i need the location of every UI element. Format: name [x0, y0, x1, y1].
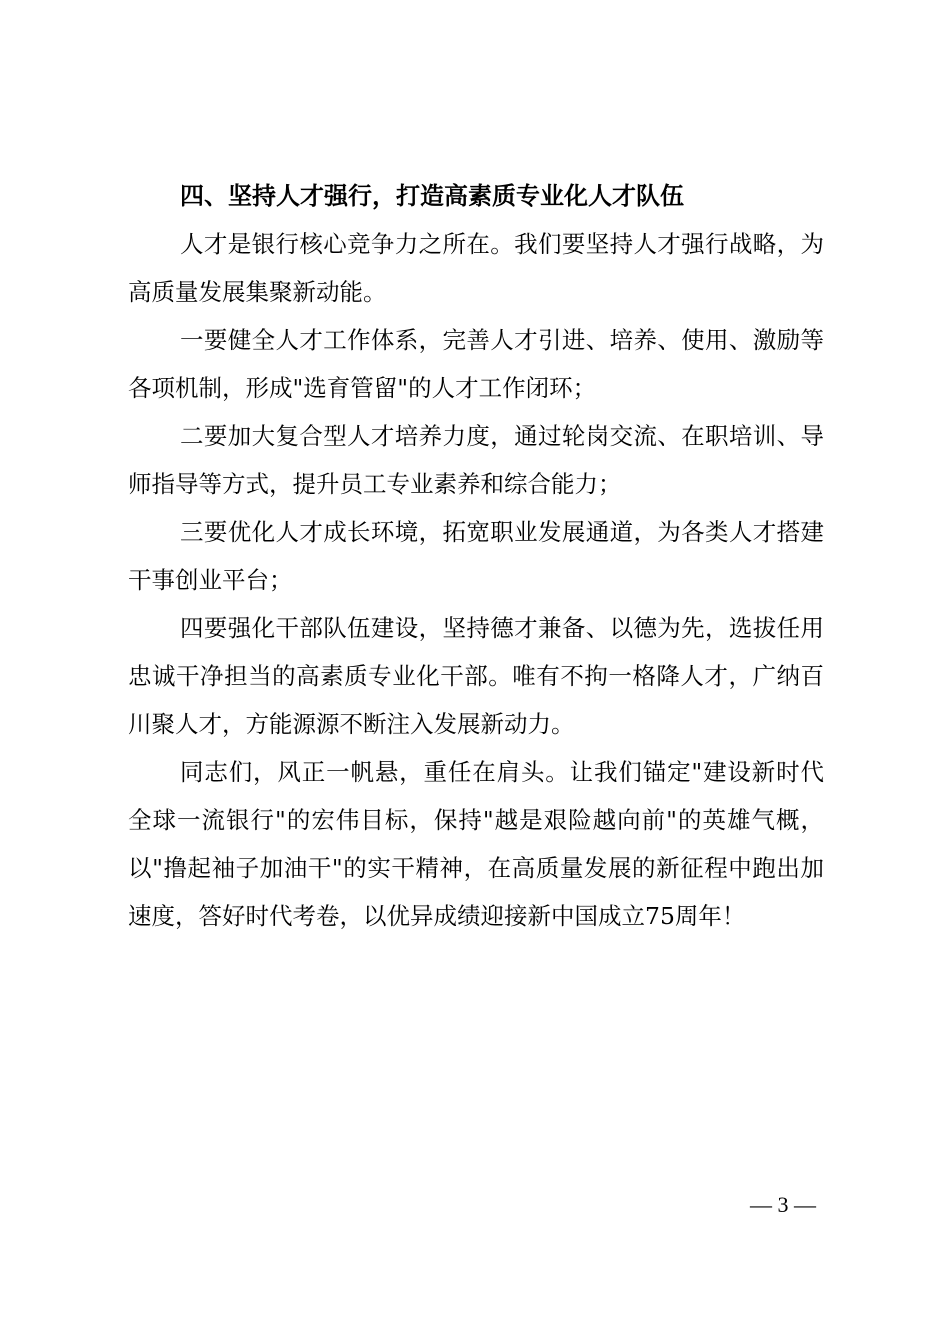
- page-number: — 3 —: [750, 1192, 816, 1217]
- document-body: [128, 172, 824, 940]
- paragraph-point-1: 一要健全人才工作体系，完善人才引进、培养、使用、激励等各项机制，形成"选育管留"的人才工作闭环；: [128, 326, 824, 402]
- paragraph-intro: 人才是银行核心竞争力之所在。我们要坚持人才强行战略，为高质量发展集聚新动能。: [128, 230, 824, 306]
- section-heading: 四、坚持人才强行，打造高素质专业化人才队伍: [180, 182, 684, 210]
- paragraph-closing: 同志们，风正一帆悬，重任在肩头。让我们锚定"建设新时代全球一流银行"的宏伟目标，保持"越是艰险越向前"的英雄气概，以"撸起袖子加油干"的实干精神，在高质量发展的新征程中跑出加速度，答好时代考卷，以优异成绩迎接新中国成立75周年！: [128, 758, 824, 930]
- paragraph-point-2: 二要加大复合型人才培养力度，通过轮岗交流、在职培训、导师指导等方式，提升员工专业素养和综合能力；: [128, 422, 824, 498]
- paragraph-point-3: 三要优化人才成长环境，拓宽职业发展通道，为各类人才搭建干事创业平台；: [128, 518, 824, 594]
- paragraph-point-4: 四要强化干部队伍建设，坚持德才兼备、以德为先，选拔任用忠诚干净担当的高素质专业化干部。唯有不拘一格降人才，广纳百川聚人才，方能源源不断注入发展新动力。: [128, 614, 824, 738]
